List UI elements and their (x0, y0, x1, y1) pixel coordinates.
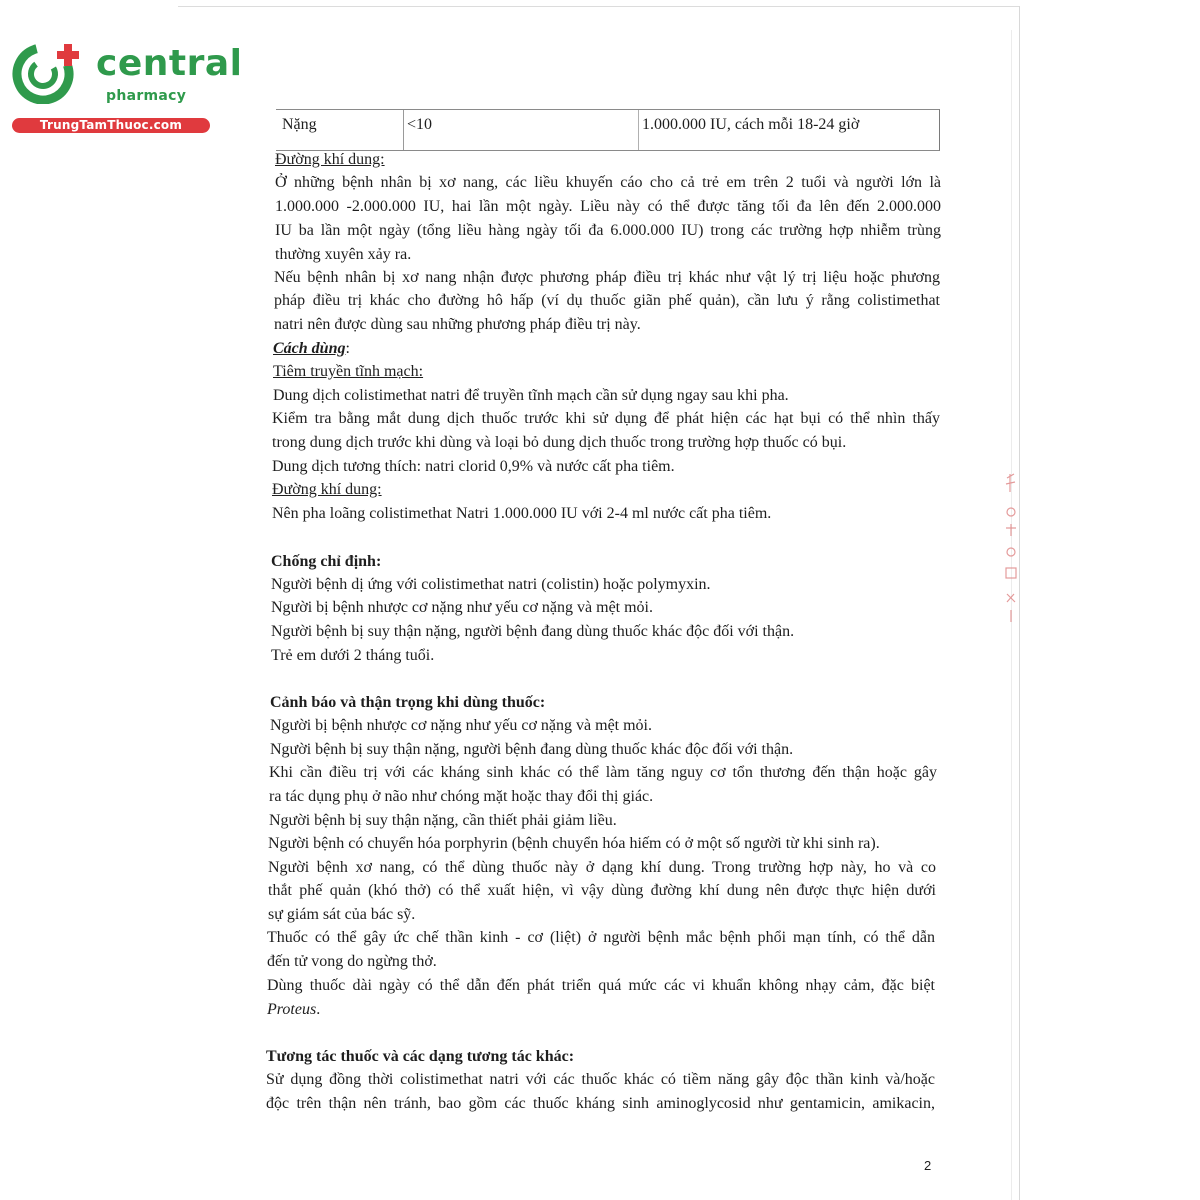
line-suffix: : (345, 340, 350, 357)
line-text: Nếu bệnh nhân bị xơ nang nhận được phương pháp điều trị khác như vật lý trị liệu hoặc phương (274, 269, 940, 286)
text-line (272, 432, 846, 454)
text-line (268, 857, 936, 879)
text-line (274, 314, 641, 336)
text-line (272, 456, 675, 478)
line-text: Proteus (267, 1001, 317, 1018)
text-line (269, 810, 617, 832)
line-text: Người bị bệnh nhược cơ nặng như yếu cơ nặng và mệt mỏi. (270, 717, 652, 734)
text-line (268, 833, 880, 855)
text-line (270, 739, 793, 761)
line-text: Chống chỉ định: (271, 553, 382, 570)
subsection-heading (272, 479, 382, 501)
line-text: Đường khí dung: (272, 481, 382, 498)
line-text: Người bị bệnh nhược cơ nặng như yếu cơ nặng và mệt mỏi. (271, 599, 653, 616)
text-line (267, 951, 437, 973)
text-line (266, 1069, 935, 1091)
text-line (275, 244, 411, 266)
text-line (274, 290, 940, 312)
line-text: thắt phế quản (khó thở) có thể xuất hiện, vì vậy dùng đường khí dung nên được thực hiện dưới (268, 882, 936, 899)
logo-url[interactable]: TrungTamThuoc.com (12, 118, 210, 133)
line-text: Người bệnh dị ứng với colistimethat natri (colistin) hoặc polymyxin. (271, 576, 711, 593)
line-text: Người bệnh có chuyển hóa porphyrin (bệnh chuyển hóa hiếm có ở một số người từ khi sinh ra). (268, 835, 880, 852)
text-line (272, 408, 940, 430)
line-text: Người bệnh bị suy thận nặng, người bệnh đang dùng thuốc khác độc đối với thận. (270, 741, 794, 758)
line-text: Tương tác thuốc và các dạng tương tác khác: (266, 1048, 575, 1065)
line-text: Sử dụng đồng thời colistimethat natri với các thuốc khác có tiềm năng gây độc thần kinh và/hoặc (266, 1071, 935, 1088)
line-text: Nên pha loãng colistimethat Natri 1.000.000 IU với 2-4 ml nước cất pha tiêm. (272, 505, 772, 522)
text-line (268, 880, 936, 902)
text-line (269, 786, 653, 808)
line-text: thường xuyên xảy ra. (275, 246, 412, 263)
line-text: Người bệnh bị suy thận nặng, người bệnh đang dùng thuốc khác độc đối với thận. (271, 623, 795, 640)
text-line (269, 762, 937, 784)
text-line (271, 645, 434, 667)
line-text: đến tử vong do ngừng thở. (267, 953, 437, 970)
text-line (271, 597, 653, 619)
stamp-icon (1002, 470, 1020, 630)
text-line (267, 999, 320, 1021)
line-text: Dung dịch colistimethat natri để truyền tĩnh mạch cần sử dụng ngay sau khi pha. (273, 387, 789, 404)
text-line (273, 385, 789, 407)
text-line (275, 220, 941, 242)
dose-cell: 1.000.000 IU, cách mỗi 18-24 giờ (638, 110, 942, 150)
line-text: natri nên được dùng sau những phương pháp điều trị này. (274, 316, 641, 333)
line-text: Người bệnh xơ nang, có thể dùng thuốc này ở dạng khí dung. Trong trường hợp này, ho và co (268, 859, 936, 876)
section-heading (266, 1046, 574, 1068)
text-line (268, 904, 415, 926)
text-line (274, 267, 940, 289)
approval-stamp (1002, 470, 1020, 630)
line-text: Dùng thuốc dài ngày có thể dẫn đến phát triển quá mức các vi khuẩn không nhạy cảm, đặc biệt (267, 977, 935, 994)
line-text: Khi cần điều trị với các kháng sinh khác có thể làm tăng nguy cơ tổn thương đến thận hoặc gây (269, 764, 937, 781)
line-text: ra tác dụng phụ ở não như chóng mặt hoặc thay đổi thị giác. (269, 788, 654, 805)
clearance-cell: <10 (403, 110, 641, 150)
line-text: trong dung dịch trước khi dùng và loại bỏ dung dịch thuốc trong trường hợp thuốc có bụi. (272, 434, 847, 451)
line-text: sự giám sát của bác sỹ. (268, 906, 416, 923)
line-text: IU ba lần một ngày (tổng liều hàng ngày tối đa 6.000.000 IU) trong các trường hợp nhiễm trùng (275, 222, 941, 239)
line-text: Cảnh báo và thận trọng khi dùng thuốc: (270, 694, 546, 711)
line-text: Ở những bệnh nhân bị xơ nang, các liều khuyến cáo cho cả trẻ em trên 2 tuổi và người lớn là (275, 174, 941, 191)
line-text: Đường khí dung: (275, 151, 385, 168)
line-text: Cách dùng (273, 340, 346, 357)
text-line (275, 172, 941, 194)
section-heading (270, 692, 545, 714)
line-suffix: . (316, 1001, 321, 1018)
severity-cell: Nặng (282, 116, 317, 133)
line-text: pháp điều trị khác cho đường hô hấp (ví dụ thuốc giãn phế quản), cần lưu ý rằng colistimethat (274, 292, 940, 309)
text-line (275, 196, 941, 218)
text-line (267, 975, 935, 997)
logo-tagline: pharmacy (106, 88, 187, 104)
page-number: 2 (924, 1158, 932, 1173)
text-line (267, 927, 935, 949)
line-text: Người bệnh bị suy thận nặng, cần thiết phải giảm liều. (269, 812, 617, 829)
subsection-heading (273, 338, 350, 360)
text-line (270, 715, 652, 737)
line-text: độc trên thận nên tránh, bao gồm các thuốc kháng sinh aminoglycosid như gentamicin, amikacin, (266, 1095, 935, 1112)
line-text: Dung dịch tương thích: natri clorid 0,9% và nước cất pha tiêm. (272, 458, 675, 475)
subsection-heading (275, 149, 385, 171)
line-text: Thuốc có thể gây ức chế thần kinh - cơ (liệt) ở người bệnh mắc bệnh phổi mạn tính, có thể dẫn (267, 929, 935, 946)
line-text: Trẻ em dưới 2 tháng tuổi. (271, 647, 435, 664)
subsection-heading (273, 361, 423, 383)
logo-name: central (96, 43, 243, 84)
section-heading (271, 551, 381, 573)
text-line (272, 503, 771, 525)
text-line (271, 574, 711, 596)
line-text: Kiểm tra bằng mắt dung dịch thuốc trước khi sử dụng để phát hiện các hạt bụi có thể nhìn thấy (272, 410, 940, 427)
text-line (266, 1093, 935, 1115)
line-text: 1.000.000 -2.000.000 IU, hai lần một ngày. Liều này có thể được tăng tối đa lên đến 2.000.000 (275, 198, 941, 215)
text-line (271, 621, 794, 643)
line-text: Tiêm truyền tĩnh mạch: (273, 363, 424, 380)
